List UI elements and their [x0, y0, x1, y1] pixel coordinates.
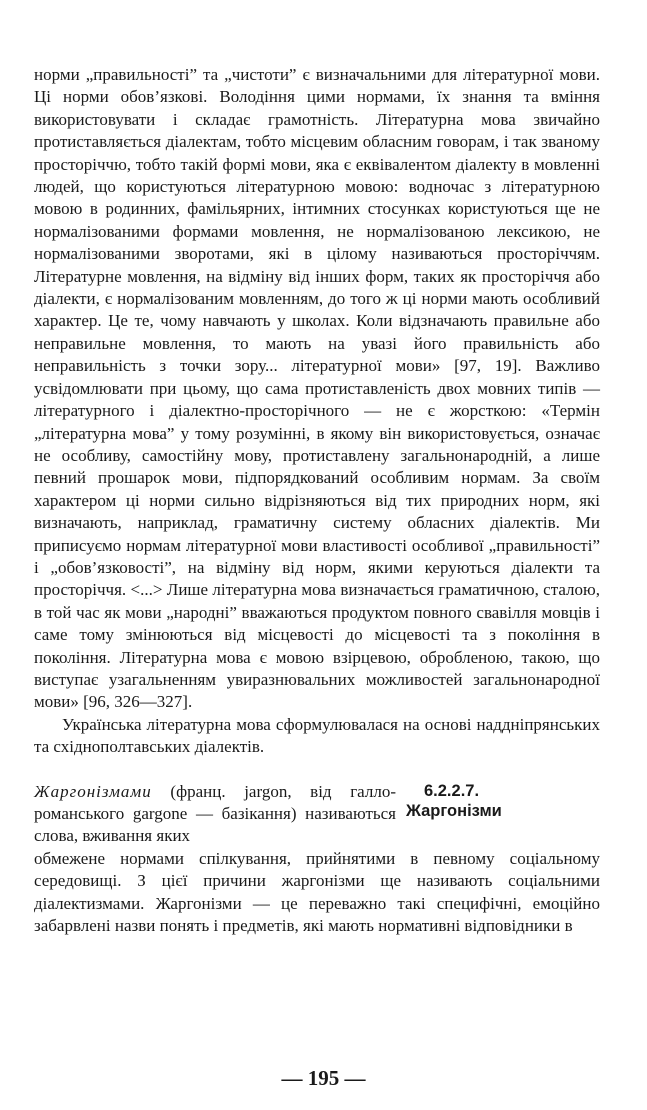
section-lead-text: (франц. jargon, від галло-романського gargone — базікання) називаються слова, вживання яких — [34, 781, 396, 846]
page-body — [34, 64, 600, 937]
page-number: — 195 — — [281, 1066, 366, 1090]
section-number: 6.2.2.7. — [424, 781, 480, 800]
section-continuation: обмежене нормами спілкування, прийнятими в певному соціальному середовищі. З цієї причини жаргонізми ще називають соціальними діалектизмами. Жаргонізми — це переважно такі специфічні, емоційно забарвлені назви понять і предметів, які мають нормативні відповідники в — [34, 848, 600, 936]
section-term: Жаргонізмами — [34, 781, 152, 801]
body-paragraph: норми „правильності” та „чистоти” є визначальними для літературної мови. Ці норми обов’язкові. Володіння цими нормами, їх знання та вміння використовувати і складає грамотність. Літературна мова звичайно протиставляється діалектам, тобто місцевим обласним говорам, і так званому просторіччю, тобто такій формі мови, яка є еквівалентом діалекту в мовленні людей, що користуються літературною мовою: водночас з літературною мовою в родинних, фамільярних, інтимних стосунках користуються ще не нормалізованими формами мовлення, не нормалізованою лексикою, не нормалізованими зворотами, які в цілому називаються просторіччям. Літературне мовлення, на відміну від інших форм, таких як просторіччя або діалекти, є нормалізованим мовленням, до того ж ці норми мають особливий характер. Це те, чому навчають у школах. Коли відзначають правильне або неправильне мовлення, то мають на увазі його правильність або неправильність з точки зору... літературної мови» [97, 19]. Важливо усвідомлювати при цьому, що сама протиставленість двох мовних типів — літературного і діалектно-просторічного — не є жорсткою: «Термін „літературна мова” у тому розумінні, в якому він використовується, означає не особливу, самостійну мову, протиставлену загальнонародній, а лише певний прошарок мови, підпорядкований особливим нормам. За своїм характером ці норми сильно відрізняються від тих природних норм, які визначають, наприклад, граматичну систему обласних діалектів. Ми приписуємо нормам літературної мови властивості особливої „правильності” і „обов’язковості”, на відміну від норм, якими керуються діалекти та просторіччя. <...> Лише літературна мова визначається граматичною, сталою, в той час як мови „народні” вважаються продуктом повного свавілля мовців і саме тому змінюються від місцевості до місцевості та з покоління в покоління. Літературна мова є мовою взірцевою, обробленою, такою, що виступає узагальненням увиразнювальних можливостей загальнонародної мови» [96, 326—327]. — [34, 65, 600, 712]
section-heading — [406, 781, 556, 821]
body-paragraph: Українська літературна мова сформулювалася на основі наддніпрянських та східнополтавських діалектів. — [34, 714, 600, 757]
section-lead — [34, 781, 396, 848]
section-block — [34, 781, 600, 938]
section-title: Жаргонізми — [406, 801, 502, 820]
